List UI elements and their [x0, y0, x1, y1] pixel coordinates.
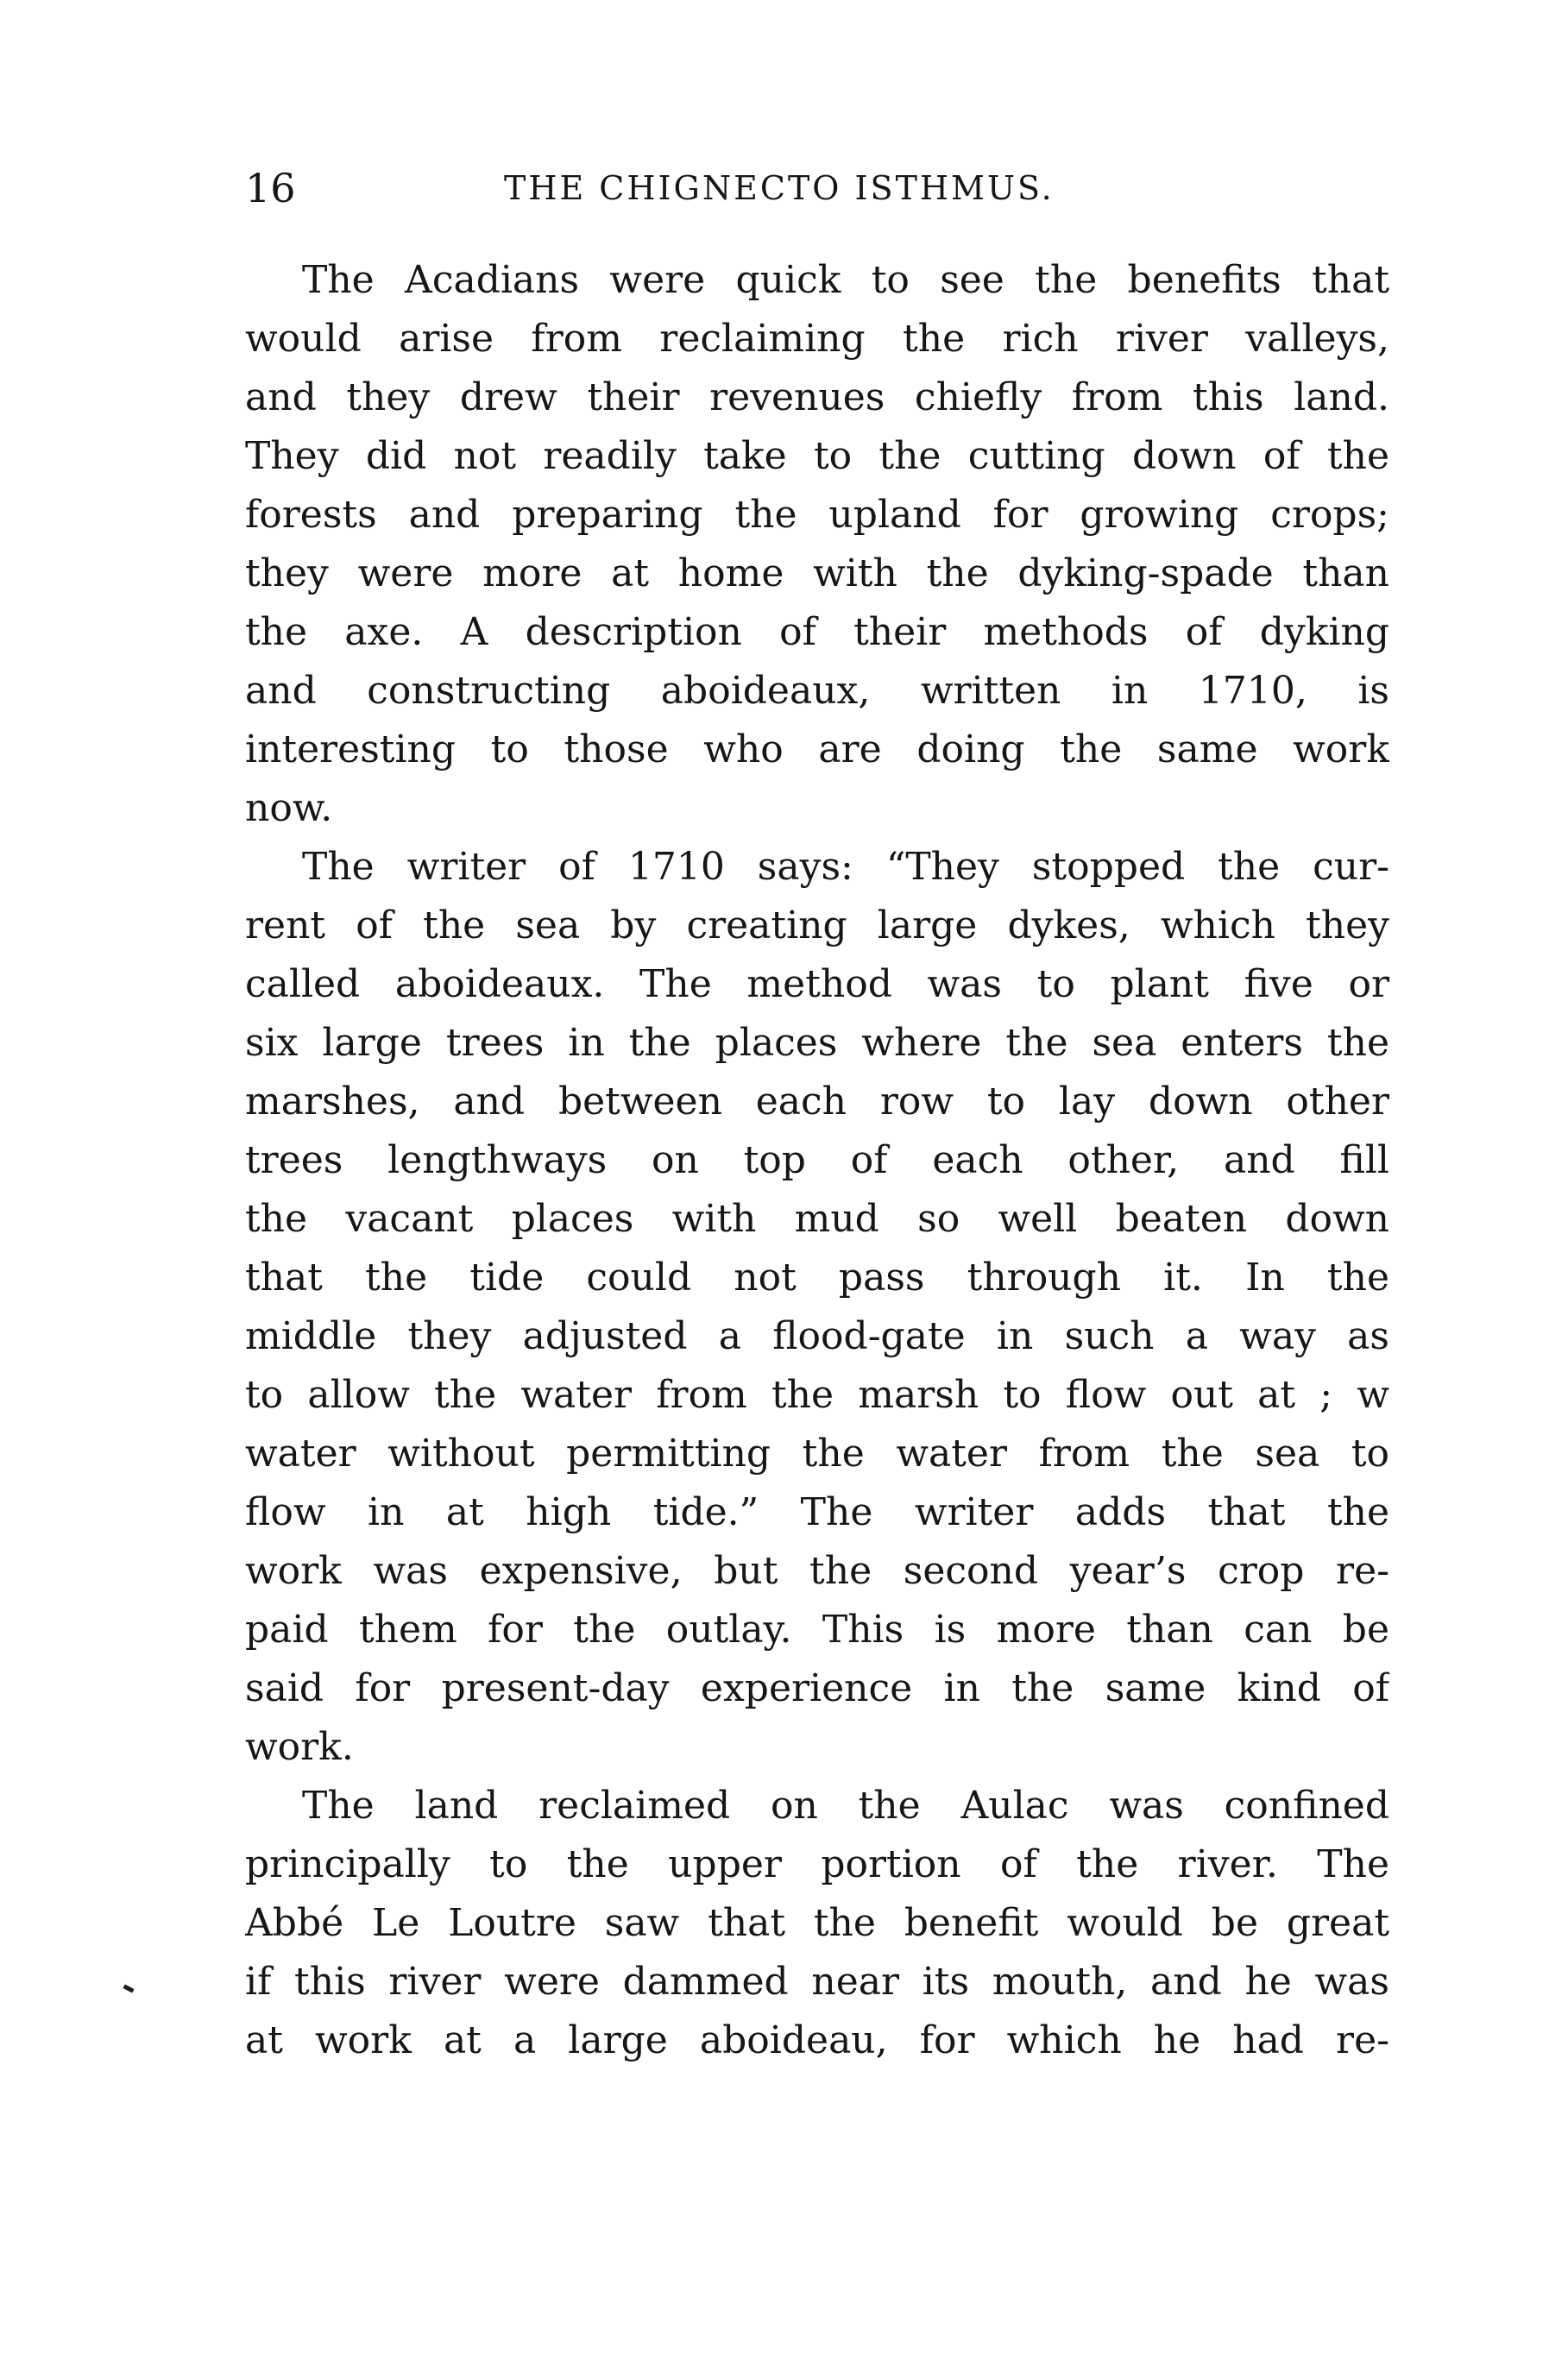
body-text: [245, 251, 1389, 2070]
page-number: 16: [245, 165, 296, 211]
text-line: They did not readily take to the cutting down of the: [245, 434, 1389, 478]
text-line: forests and preparing the upland for growing crops;: [245, 493, 1389, 537]
text-line: marshes, and between each row to lay down other: [245, 1080, 1389, 1124]
text-line: six large trees in the places where the sea enters the: [245, 1021, 1389, 1065]
text-line: The land reclaimed on the Aulac was confined: [302, 1784, 1389, 1828]
text-line: trees lengthways on top of each other, and fill: [245, 1138, 1389, 1182]
page-header: [245, 162, 1389, 214]
text-line: rent of the sea by creating large dykes, which they: [245, 903, 1389, 947]
text-line: paid them for the outlay. This is more than can be: [245, 1608, 1389, 1652]
text-line: at work at a large aboideau, for which he had re-: [245, 2018, 1389, 2062]
text-line: called aboideaux. The method was to plant five or: [245, 962, 1389, 1006]
margin-mark: [123, 1984, 135, 1992]
text-line: flow in at high tide.” The writer adds that the: [245, 1490, 1389, 1534]
text-line: if this river were dammed near its mouth, and he was: [245, 1960, 1389, 2004]
running-title: THE CHIGNECTO ISTHMUS.: [504, 169, 1055, 207]
text-line: that the tide could not pass through it. In the: [245, 1256, 1389, 1300]
text-line: principally to the upper portion of the river. The: [245, 1842, 1389, 1886]
paragraph-2: [245, 838, 1389, 1777]
text-line: to allow the water from the marsh to flow out at ; w: [245, 1373, 1389, 1417]
text-line: work.: [245, 1725, 354, 1769]
text-line: said for present-day experience in the same kind of: [245, 1666, 1389, 1710]
text-line: The writer of 1710 says: “They stopped the cur-: [302, 845, 1389, 889]
text-line: and constructing aboideaux, written in 1710, is: [245, 669, 1389, 713]
paragraph-3: [245, 1777, 1389, 2070]
text-line: water without permitting the water from the sea to: [245, 1432, 1389, 1476]
text-line: the vacant places with mud so well beaten down: [245, 1197, 1389, 1241]
text-line: and they drew their revenues chiefly from this land.: [245, 375, 1389, 419]
text-line: work was expensive, but the second year’s crop re-: [245, 1549, 1389, 1593]
text-line: now.: [245, 786, 333, 830]
text-line: would arise from reclaiming the rich river valleys,: [245, 317, 1389, 361]
text-line: the axe. A description of their methods of dyking: [245, 610, 1389, 654]
text-line: Abbé Le Loutre saw that the benefit would be great: [245, 1901, 1389, 1945]
text-line: The Acadians were quick to see the benefits that: [302, 258, 1389, 302]
text-line: middle they adjusted a flood-gate in such a way as: [245, 1314, 1389, 1358]
text-line: they were more at home with the dyking-spade than: [245, 551, 1389, 595]
paragraph-1: [245, 251, 1389, 838]
text-line: interesting to those who are doing the same work: [245, 727, 1389, 771]
